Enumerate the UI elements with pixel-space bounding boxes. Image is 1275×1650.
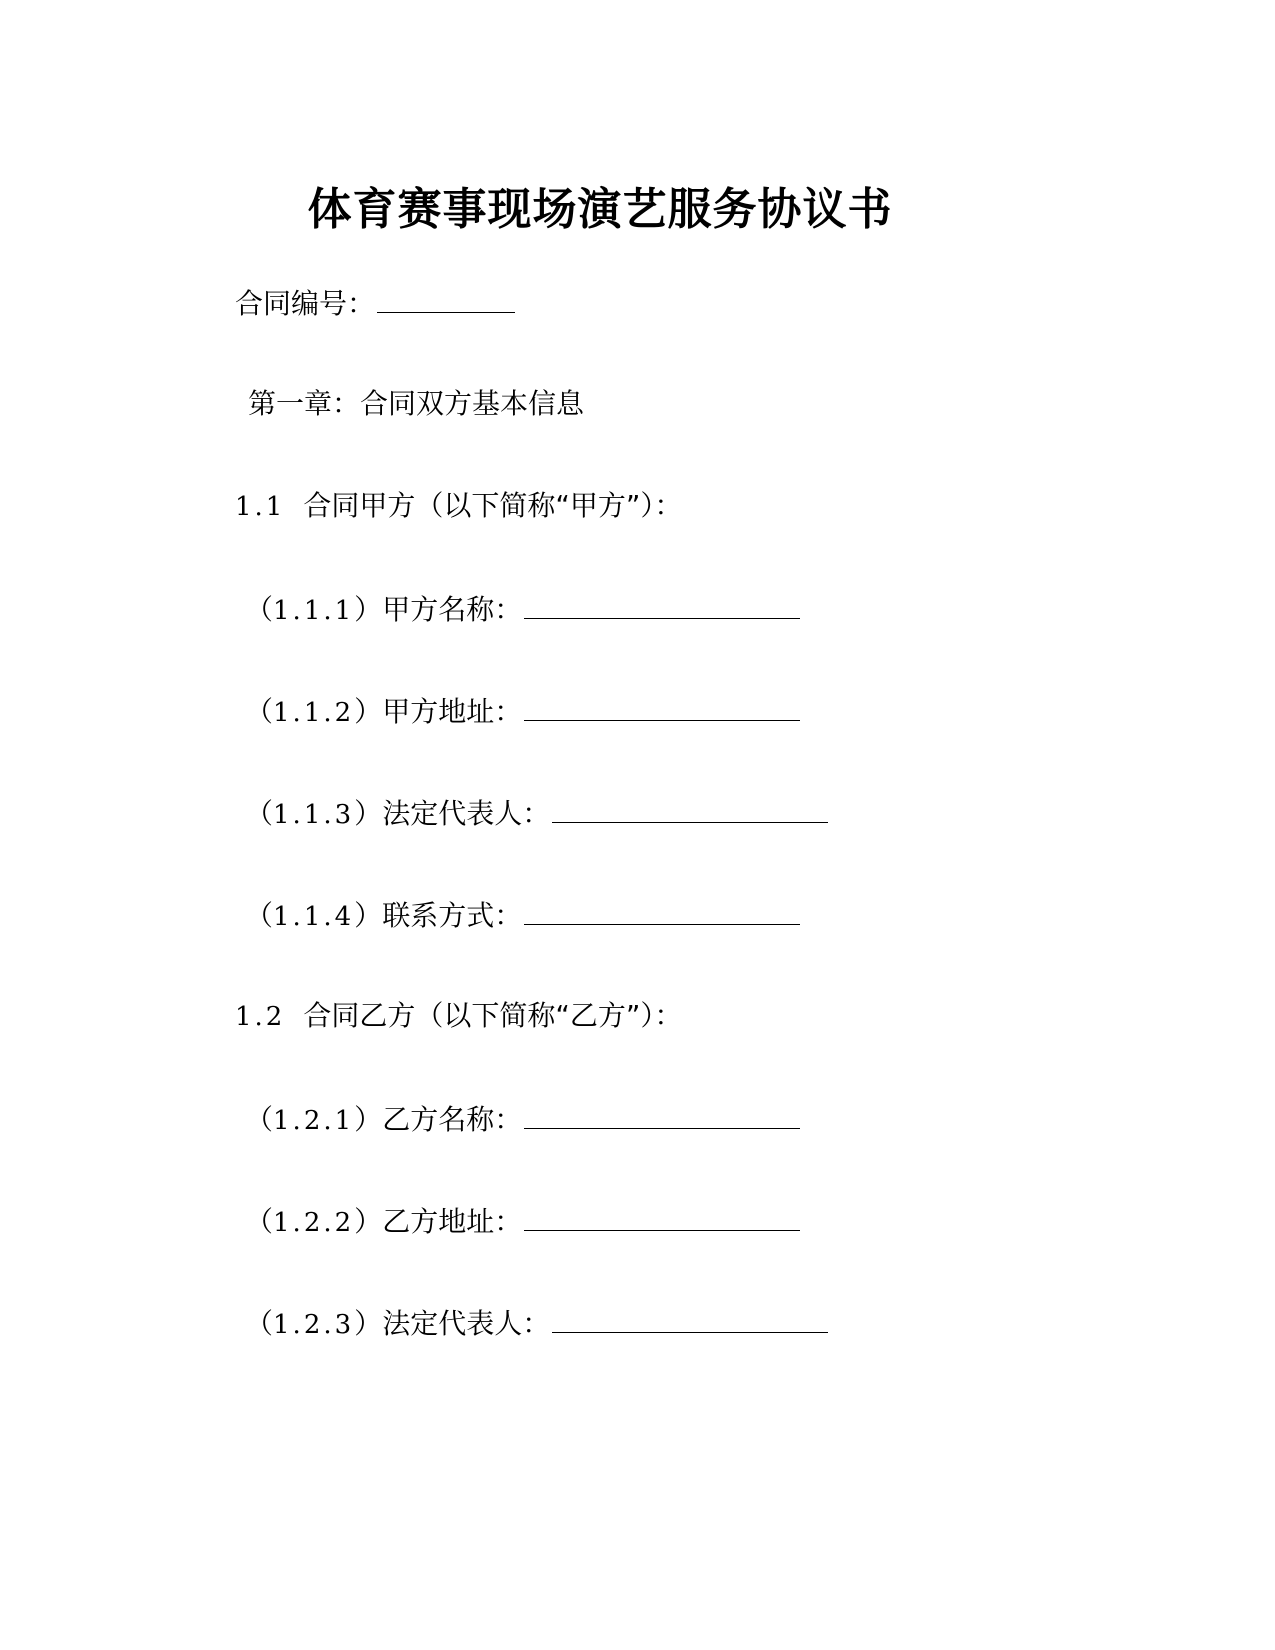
party-a-representative-blank[interactable] xyxy=(552,792,828,823)
field-label: 法定代表人： xyxy=(382,1307,551,1340)
field-number: 1.1.2 xyxy=(273,698,355,728)
field-row-party-a-name: （ 1.1.1 ） 甲方名称： xyxy=(245,588,800,631)
field-number: 1.2.1 xyxy=(273,1106,355,1136)
field-row-party-b-name: （ 1.2.1 ） 乙方名称： xyxy=(245,1098,800,1141)
party-b-address-blank[interactable] xyxy=(524,1200,800,1231)
contract-number-blank[interactable] xyxy=(377,282,515,313)
field-row-party-a-contact: （ 1.1.4 ） 联系方式： xyxy=(245,894,800,937)
chapter-1-title: 第一章：合同双方基本信息 xyxy=(248,387,585,420)
contract-number-label: 合同编号： xyxy=(235,287,376,320)
field-number: 1.1.4 xyxy=(273,902,355,932)
party-a-contact-blank[interactable] xyxy=(524,894,800,925)
field-row-party-a-address: （ 1.1.2 ） 甲方地址： xyxy=(245,690,800,733)
field-number: 1.1.3 xyxy=(273,800,355,830)
section-heading-party-a xyxy=(235,486,682,527)
section-label: 合同乙方（以下简称“乙方”）： xyxy=(303,999,683,1032)
section-heading-party-b xyxy=(235,996,682,1037)
chapter-heading xyxy=(248,384,584,424)
field-row-party-b-representative: （ 1.2.3 ） 法定代表人： xyxy=(245,1302,828,1345)
section-number: 1.2 xyxy=(235,1002,286,1032)
document-title: 体育赛事现场演艺服务协议书 xyxy=(307,184,893,235)
section-label: 合同甲方（以下简称“甲方”）： xyxy=(303,489,683,522)
field-row-party-b-address: （ 1.2.2 ） 乙方地址： xyxy=(245,1200,800,1243)
field-label: 甲方地址： xyxy=(382,695,523,728)
field-label: 乙方名称： xyxy=(382,1103,523,1136)
field-label: 甲方名称： xyxy=(382,593,523,626)
field-number: 1.2.2 xyxy=(273,1208,355,1238)
party-a-address-blank[interactable] xyxy=(524,690,800,721)
section-number: 1.1 xyxy=(235,492,286,522)
field-row-party-a-representative: （ 1.1.3 ） 法定代表人： xyxy=(245,792,828,835)
contract-number-line xyxy=(235,282,515,324)
party-b-representative-blank[interactable] xyxy=(552,1302,828,1333)
party-a-name-blank[interactable] xyxy=(524,588,800,619)
party-b-name-blank[interactable] xyxy=(524,1098,800,1129)
field-label: 乙方地址： xyxy=(382,1205,523,1238)
field-label: 联系方式： xyxy=(382,899,523,932)
field-label: 法定代表人： xyxy=(382,797,551,830)
field-number: 1.1.1 xyxy=(273,596,355,626)
field-number: 1.2.3 xyxy=(273,1310,355,1340)
